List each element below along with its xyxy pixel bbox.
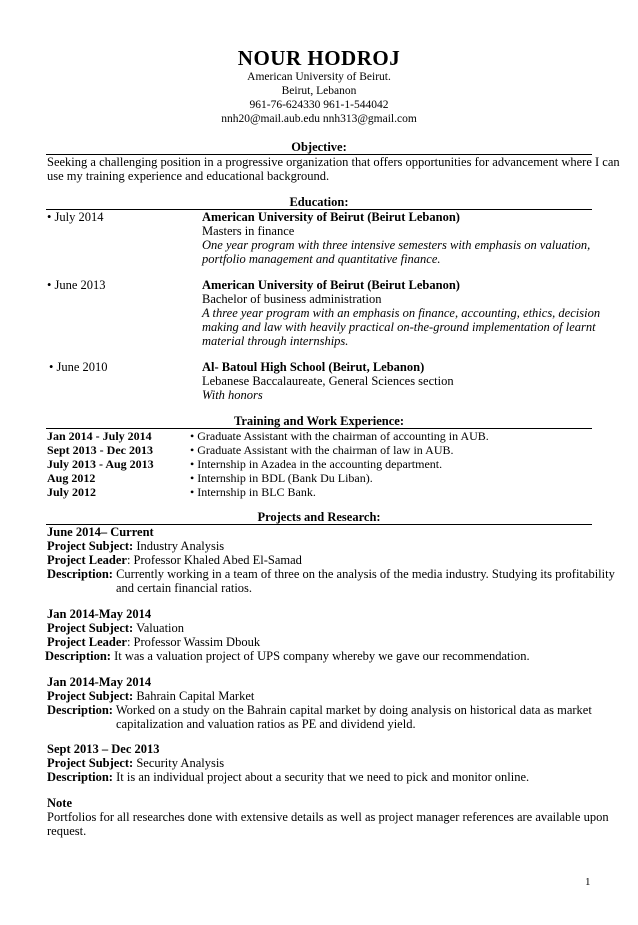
education-school: American University of Beirut (Beirut Lebanon) — [202, 210, 460, 224]
education-description-line: With honors — [202, 388, 263, 402]
project-description-line: Worked on a study on the Bahrain capital market by doing analysis on historical data as market — [112, 703, 592, 717]
project-subject — [47, 689, 254, 704]
project-description-line: It was a valuation project of UPS company whereby we gave our recommendation. — [110, 649, 530, 663]
education-degree: Masters in finance — [202, 224, 295, 238]
resume-name: NOUR HODROJ — [237, 46, 401, 70]
project-subject-value: Industry Analysis — [133, 539, 225, 553]
contact-phones: 961-76-624330 961-1-544042 — [249, 99, 389, 111]
education-school: American University of Beirut (Beirut Lebanon) — [202, 278, 460, 292]
project-date: June 2014– Current — [47, 525, 154, 539]
project-date: Sept 2013 – Dec 2013 — [47, 742, 160, 756]
project-description — [47, 770, 529, 785]
education-description-line: A three year program with an emphasis on finance, accounting, ethics, decision — [202, 306, 601, 320]
experience-heading: Training and Work Experience: — [233, 414, 405, 428]
project-leader — [47, 635, 260, 650]
project-subject-label: Project Subject: — [47, 756, 134, 770]
project-subject — [47, 756, 224, 771]
project-leader — [47, 553, 302, 568]
project-subject-value: Valuation — [133, 621, 185, 635]
project-subject-value: Bahrain Capital Market — [133, 689, 255, 703]
project-subject-label: Project Subject: — [47, 539, 134, 553]
project-subject-value: Security Analysis — [133, 756, 225, 770]
experience-item: • Internship in BLC Bank. — [190, 485, 316, 499]
project-subject-label: Project Subject: — [47, 621, 134, 635]
projects-heading: Projects and Research: — [257, 510, 381, 524]
project-leader-value: : Professor Wassim Dbouk — [126, 635, 261, 649]
experience-item: • Internship in BDL (Bank Du Liban). — [190, 471, 373, 485]
project-description-line: capitalization and valuation ratios as PE and dividend yield. — [116, 717, 416, 731]
education-description-line: portfolio management and quantitative finance. — [202, 252, 441, 266]
page-number: 1 — [585, 876, 591, 888]
project-description — [47, 567, 615, 582]
project-leader-value: : Professor Khaled Abed El-Samad — [126, 553, 302, 567]
project-date: Jan 2014-May 2014 — [47, 675, 152, 689]
objective-heading: Objective: — [291, 140, 347, 154]
contact-emails: nnh20@mail.aub.edu nnh313@gmail.com — [221, 113, 417, 125]
project-description-label: Description: — [47, 770, 113, 784]
education-degree: Bachelor of business administration — [202, 292, 382, 306]
project-description-label: Description: — [47, 567, 113, 581]
education-description-line: making and law with heavily practical on-the-ground implementation of learnt — [202, 320, 596, 334]
experience-date: Jan 2014 - July 2014 — [47, 429, 152, 443]
education-degree: Lebanese Baccalaureate, General Sciences section — [202, 374, 454, 388]
note-heading: Note — [47, 796, 72, 810]
contact-city: Beirut, Lebanon — [281, 85, 357, 97]
experience-date: Aug 2012 — [47, 471, 96, 485]
note-text-line-2: request. — [47, 824, 87, 838]
education-date: • June 2013 — [47, 278, 106, 292]
objective-text-line-2: use my training experience and educational background. — [47, 169, 330, 183]
experience-item: • Internship in Azadea in the accounting department. — [190, 457, 443, 471]
experience-date: July 2012 — [47, 485, 97, 499]
objective-text-line-1: Seeking a challenging position in a progressive organization that offers opportunities for advancement where I can — [47, 155, 620, 169]
education-date: • July 2014 — [47, 210, 104, 224]
project-description-line: Currently working in a team of three on the analysis of the media industry. Studying its profitability — [112, 567, 615, 581]
note-text-line-1: Portfolios for all researches done with extensive details as well as project manager references are available upon — [47, 810, 609, 824]
project-description-line: It is an individual project about a security that we need to pick and monitor online. — [112, 770, 530, 784]
experience-item: • Graduate Assistant with the chairman of accounting in AUB. — [190, 429, 489, 443]
contact-university: American University of Beirut. — [247, 71, 391, 83]
project-subject — [47, 539, 224, 554]
experience-date: July 2013 - Aug 2013 — [47, 457, 154, 471]
experience-item: • Graduate Assistant with the chairman of law in AUB. — [190, 443, 454, 457]
education-description-line: One year program with three intensive semesters with emphasis on valuation, — [202, 238, 591, 252]
education-date: • June 2010 — [49, 360, 108, 374]
project-description-label: Description: — [45, 649, 111, 663]
project-date: Jan 2014-May 2014 — [47, 607, 152, 621]
project-leader-label: Project Leader — [47, 635, 127, 649]
education-heading: Education: — [289, 195, 349, 209]
education-description-line: material through internships. — [202, 334, 349, 348]
project-description-line: and certain financial ratios. — [116, 581, 253, 595]
project-subject — [47, 621, 184, 636]
education-school: Al- Batoul High School (Beirut, Lebanon) — [202, 360, 425, 374]
experience-date: Sept 2013 - Dec 2013 — [47, 443, 153, 457]
project-description — [47, 703, 592, 718]
project-description-label: Description: — [47, 703, 113, 717]
project-description — [45, 649, 530, 664]
project-subject-label: Project Subject: — [47, 689, 134, 703]
project-leader-label: Project Leader — [47, 553, 127, 567]
